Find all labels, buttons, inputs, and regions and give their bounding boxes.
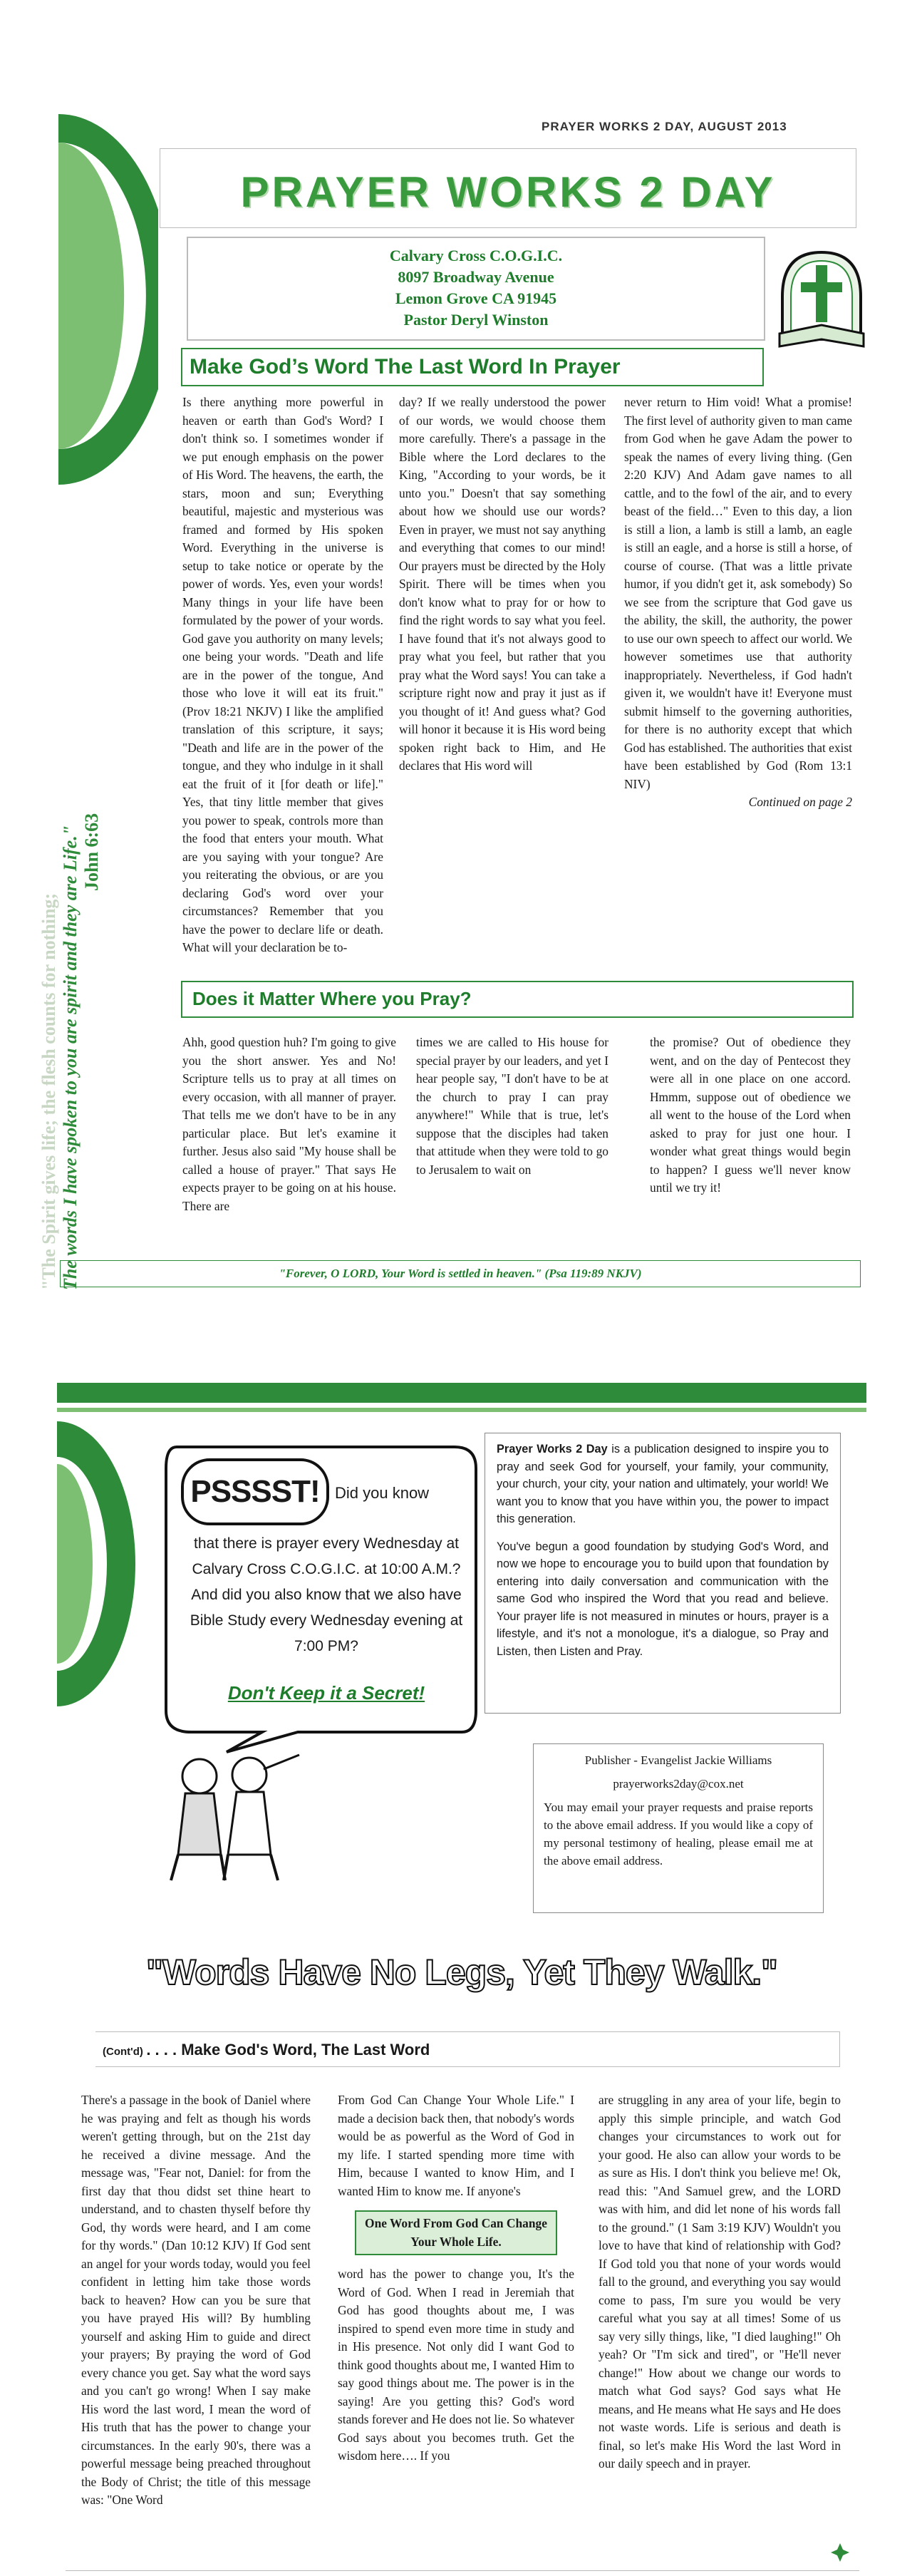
whispering-people-illustration <box>157 1748 306 1883</box>
sidebar-verse-line-1: "The Spirit gives life; the flesh counts for nothing; <box>38 892 59 1290</box>
article-1-col-1: Is there anything more powerful in heaven or earth than God's Word? I don't think so. I sometimes wonder if we put enough emphasis on the power of His Word. The heavens, the earth, the stars, moon and sun; Everything beautiful, majestic and mysterious was framed and formed by His spoken Word. Everything in the universe is setup to take notice or operate by the power of words. Yes, even your words! Many things in your life have been formulated by the power of your words. God gave you authority on many levels; one being your words. "Death and life are in the power of the tongue, And those who love it will eat its fruit." (Prov 18:21 NKJV) I like the amplified translation of this scripture, it says; "Death and life are in the power of the tongue, and they who indulge in it shall eat the fruit of it [for death or life]." Yes, that tiny little member that gives you power to speak, controls more than the food that enters your mouth. What are you saying with your tongue? Are you reiterating the obvious, or are you declaring God's word over your circumstances? Remember that you have the power to declare life or death. What will your declaration be to- <box>182 395 383 954</box>
cross-bible-icon <box>777 247 866 354</box>
psst-burst: PSSSST! <box>181 1458 329 1525</box>
pastor-name: Pastor Deryl Winston <box>403 311 549 329</box>
callout-box: One Word From God Can Change Your Whole Life. <box>355 2210 557 2255</box>
article-3-col-1: There's a passage in the book of Daniel where he was praying and felt as though his words weren't getting through, but on the 21st day he received a divine message. And the message was, "Fear not, Daniel: for from the first day that thou didst set thine heart to understand, and to chasten thyself before thy God, thy words were heard, and I am come for thy words." (Dan 10:12 KJV) If God sent an angel for your words today, would you feel confident in letting him take those words back to heaven? How can you be sure that you have prayed His will? By humbling yourself and asking Him to guide and direct your prayers; By praying the word of God every chance you get. Say what the word says and you can't go wrong! When I say make His word the last word, I mean the word of His truth that has the power to change your circumstances. In the early 90's, there was a powerful message being preached throughout the Body of Christ; the title of this message was: "One Word <box>81 2093 311 2507</box>
green-ornament-icon <box>829 2542 851 2563</box>
article-2-col-3: the promise? Out of obedience they went, and on the day of Pentecost they were all in one place on one accord. Hmmm, suppose out of obedience we all went to the house of the Lord when asked to pray for just one hour. I wonder what great things would begin to happen? I guess we'll never know until we try it! <box>650 1035 851 1195</box>
page-2-bottom-rule <box>66 2570 859 2571</box>
publisher-box <box>533 1743 824 1913</box>
continued-note: Continued on page 2 <box>748 795 852 809</box>
article-3-col-2: From God Can Change Your Whole Life." I made a decision back then, that nobody's words would be as powerful as the Word of God in my life. I started spending more time with Him, because I wanted to know Him, and I wanted Him to know me. If anyone's One Word From God Can Change Your Whole Life. word has the power to change you, It's the Word of God. When I read in Jeremiah that God has good thoughts about me, I was inspired to spend even more time in study and in His presence. Not only did I want God to think good thoughts about me, I wanted Him to say good things about me. The power is in the saying! Are you getting this? God's word stands forever and He does not lie. So whatever God says about you becomes truth. Get the wisdom here…. If you <box>338 2093 574 2463</box>
psst-intro: Did you know <box>335 1484 430 1502</box>
publisher-email[interactable]: prayerworks2day@cox.net <box>613 1777 744 1791</box>
continued-label: (Cont'd) <box>103 2046 143 2058</box>
green-arc-decoration-2 <box>57 1414 143 1714</box>
article-2-heading: Does it Matter Where you Pray? <box>192 988 472 1009</box>
church-address-box <box>187 237 765 341</box>
sidebar-verse-line-2: The words I have spoken to you are spirit and they are Life." <box>60 825 81 1290</box>
sidebar-verse-ref: John 6:63 <box>81 813 102 891</box>
issue-line: PRAYER WORKS 2 DAY, AUGUST 2013 <box>542 120 787 133</box>
about-box <box>485 1433 841 1714</box>
footer-verse-box <box>60 1260 861 1287</box>
title-box <box>160 148 856 228</box>
article-3-heading-box: (Cont'd) . . . . Make God's Word, The Last Word <box>95 2031 840 2067</box>
article-3-col-3: are struggling in any area of your life, begin to apply this simple principle, and watch God changes your circumstances to work out for your good. He also can allow your words to be as sure as His. I don't think you believe me! Ok, read this: "And Samuel grew, and the LORD was with him, and did let none of his words fall to the ground." (1 Sam 3:19 KJV) Wouldn't you love to have that kind of relationship with God? If God told you that none of your words would fall to the ground, and everything you say would come to pass, I'm sure you would be very careful what you say at all times! Some of us say very silly things, like, "I died laughing!" Oh yeah? Or "I'm sick and tired", or "He'll never change!" How about we change our words to match what God says? God says what He means, and He means what He says and He does not waste words. Life is serious and death is final, so let's make His Word the last Word in our daily speech and in prayer. <box>599 2093 841 2471</box>
article-1-heading-box <box>181 348 764 386</box>
about-paragraph-1: is a publication designed to inspire you to pray and seek God for yourself, your family, your community, your church, your city, your nation and ultimately, your world! We want you to know that you have within you, the power to impact this generation. <box>497 1443 829 1525</box>
article-1-col-2: day? If we really understood the power of our words, we would choose them more carefully. There's a passage in the Bible where the Lord declares to the King, "According to your words, be it unto you." Doesn't that say something about how we should use our words? Even in prayer, we must not say anything and everything that comes to our mind! Our prayers must be directed by the Holy Spirit. There will be times when you don't know what to pray for or how to find the right words to say what you feel. I have found that it's not always good to pray what you feel, but rather that you pray what the Word says! You can take a scripture right now and pray it just as if you thought of it! And guess what? God will honor it because it is His word being spoken right back to Him, and He declares that His word will <box>399 395 606 773</box>
publisher-body: You may email your prayer requests and praise reports to the above email address. If you would like a copy of my personal testimony of healing, please email me at the above email address. <box>544 1800 813 1867</box>
footer-verse: "Forever, O LORD, Your Word is settled in heaven." (Psa 119:89 NKJV) <box>279 1267 642 1280</box>
publisher-line: Publisher - Evangelist Jackie Williams <box>584 1753 772 1767</box>
article-2-heading-box <box>181 981 854 1018</box>
article-1-col-3: never return to Him void! What a promise! The first level of authority given to man came from God when he gave Adam the power to speak the names of every living thing. (Gen 2:20 KJV) And Adam gave names to all cattle, and to the fowl of the air, and to every beast of the field…" Even to this day, a lion is still a lion, a lamb is still a lamb, an eagle is still an eagle, and a horse is still a horse, of course of course. (That was a little private humor, if you didn't get it, ask somebody) So we see from the scripture that God gave us the ability, the skill, the authority, the power to use our own speech to affect our world. We however sometimes use that authority inappropriately. Nevertheless, if God hadn't given it, we wouldn't have it! Everyone must submit himself to the governing authorities, for there is no authority except that which God has established. The authorities that exist have been established by God (Rom 13:1 NIV) Continued on page 2 <box>624 393 852 812</box>
about-title: Prayer Works 2 Day <box>497 1443 608 1456</box>
church-name: Calvary Cross C.O.G.I.C. <box>389 247 563 264</box>
church-city: Lemon Grove CA 91945 <box>395 289 557 307</box>
article-2-col-1: Ahh, good question huh? I'm going to give you the short answer. Yes and No! Scripture tells us to pray at all times on every occasion, with all manner of prayer. That tells me we don't have to be in any particular place. But let's examine it further. Jesus also said "My house shall be called a house of prayer." That says He expects prayer to be going on at his house. There are <box>182 1035 396 1213</box>
page-title: PRAYER WORKS 2 DAY <box>240 168 776 216</box>
article-2-col-2: times we are called to His house for special prayer by our leaders, and yet I hear people say, "I don't have to be at the church to pray I can pray anywhere!" While that is true, let's suppose that the disciples had taken that attitude when they were told to go to Jerusalem to wait on <box>416 1035 608 1177</box>
page-2-top-bar-thin <box>57 1408 866 1412</box>
article-3-heading: Make God's Word, The Last Word <box>181 2041 430 2059</box>
article-1-heading: Make God’s Word The Last Word In Prayer <box>190 355 621 378</box>
psst-secret: Don't Keep it a Secret! <box>227 1682 425 1704</box>
slogan: "Words Have No Legs, Yet They Walk." <box>146 1952 777 1992</box>
page-2-top-bar <box>57 1383 866 1403</box>
psst-body: that there is prayer every Wednesday at Calvary Cross C.O.G.I.C. at 10:00 A.M.? And did you also know that we also have Bible Study every Wednesday evening at 7:00 PM? <box>190 1535 463 1654</box>
church-street: 8097 Broadway Avenue <box>398 268 554 286</box>
about-paragraph-2: You've begun a good foundation by studying God's Word, and now we hope to encourage you to build upon that foundation by entering into daily conversation and communication with the same God who inspired the Word that you read and believe. Your prayer life is not measured in minutes or hours, prayer is a lifestyle, and it's not a monologue, it's a dialogue, so Pray and Listen, then Listen and Pray. <box>497 1540 829 1658</box>
sidebar-verse <box>38 371 131 1290</box>
